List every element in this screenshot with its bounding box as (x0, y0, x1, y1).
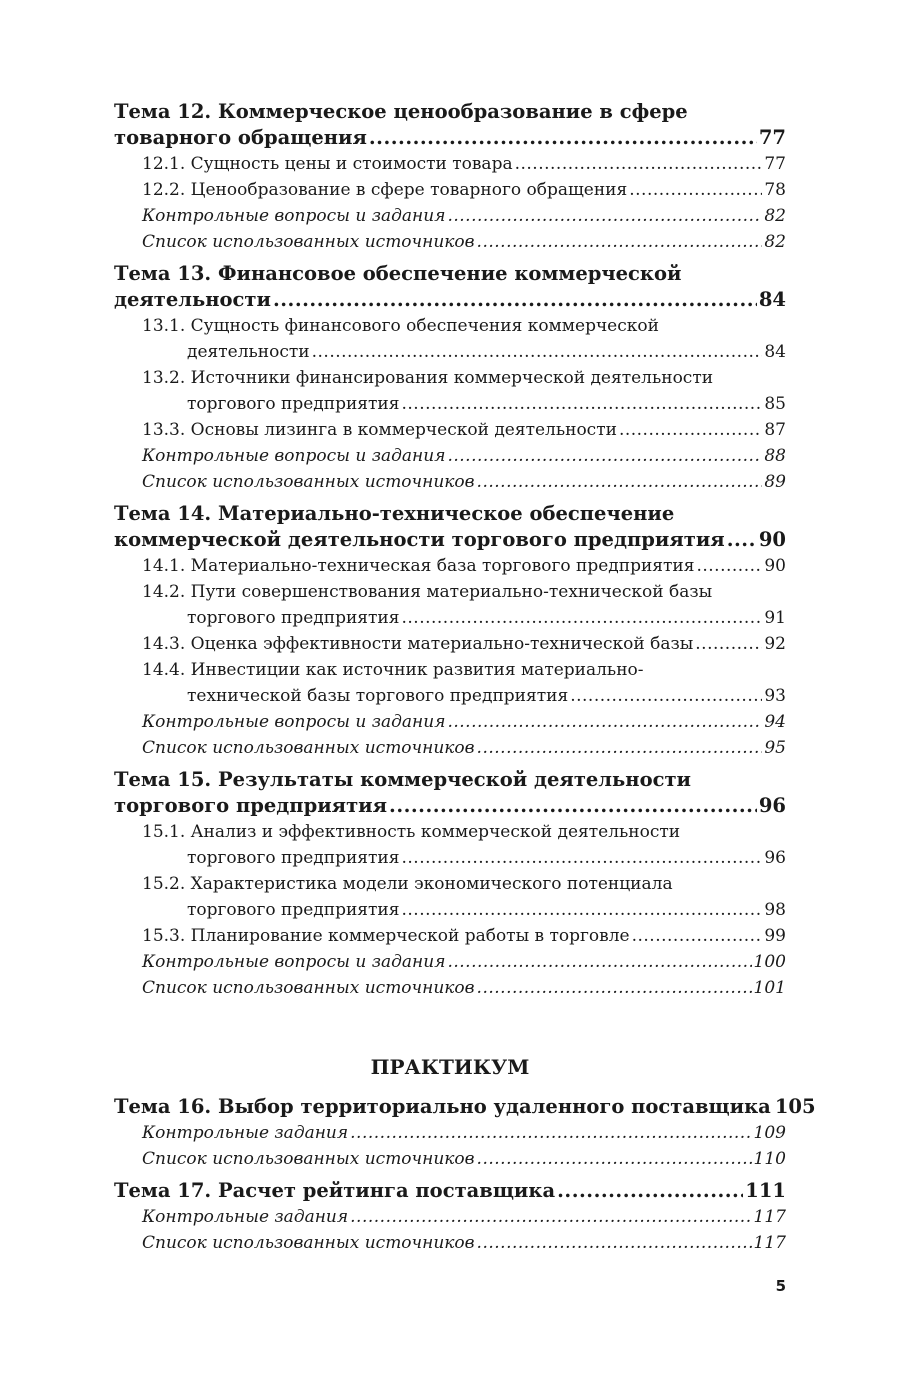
toc-topic-14 (114, 501, 786, 761)
dot-leader (447, 203, 762, 229)
toc-sources (114, 735, 786, 761)
toc-entry (114, 923, 786, 949)
toc-entry (114, 657, 786, 709)
entry-page: 77 (764, 154, 786, 174)
dot-leader (401, 897, 762, 923)
dot-leader (477, 469, 763, 495)
entry-page: 90 (764, 556, 786, 576)
entry-page: 117 (753, 1207, 786, 1227)
entry-text: Контрольные задания (142, 1123, 349, 1143)
dot-leader (477, 1146, 752, 1172)
dot-leader (401, 845, 762, 871)
dot-leader (515, 151, 763, 177)
topic-page: 84 (758, 288, 786, 311)
entry-page: 91 (764, 608, 786, 628)
dot-leader (312, 339, 763, 365)
entry-text: Список использованных источников (142, 1233, 475, 1253)
entry-page: 117 (753, 1233, 786, 1253)
practicum-heading: ПРАКТИКУМ (370, 1055, 530, 1079)
dot-leader (477, 735, 763, 761)
toc-questions (114, 443, 786, 469)
toc-topic-17 (114, 1178, 786, 1256)
toc-topic-12 (114, 99, 786, 255)
entry-text: Контрольные вопросы и задания (142, 712, 446, 732)
dot-leader (570, 683, 762, 709)
dot-leader (350, 1204, 751, 1230)
dot-leader (350, 1120, 751, 1146)
entry-page: 98 (764, 900, 786, 920)
entry-text-line1: 15.1. Анализ и эффективность коммерческой деятельности (142, 822, 681, 842)
dot-leader (557, 1178, 743, 1204)
toc-questions (114, 203, 786, 229)
entry-page: 78 (764, 180, 786, 200)
topic-title-line1: Тема 14. Материально-техническое обеспечение (114, 502, 675, 525)
toc-sources (114, 469, 786, 495)
toc-entry (114, 631, 786, 657)
entry-text: Контрольные вопросы и задания (142, 446, 446, 466)
entry-text: Контрольные вопросы и задания (142, 206, 446, 226)
toc-topic-15 (114, 767, 786, 1001)
dot-leader (727, 527, 757, 553)
page-number: 5 (775, 1277, 786, 1295)
entry-text: Список использованных источников (142, 978, 475, 998)
entry-page: 110 (753, 1149, 786, 1169)
topic-title-line2: товарного обращения (114, 126, 367, 149)
entry-page: 89 (764, 472, 786, 492)
entry-text: Контрольные задания (142, 1207, 349, 1227)
entry-text: 14.3. Оценка эффективности материально-технической базы (142, 634, 694, 654)
dot-leader (369, 125, 757, 151)
topic-page: 105 (774, 1095, 816, 1118)
topic-title-line2: коммерческой деятельности торгового предприятия (114, 528, 725, 551)
toc-entry (114, 365, 786, 417)
dot-leader (273, 287, 757, 313)
entry-page: 82 (764, 232, 786, 252)
entry-text-line2: торгового предприятия (187, 608, 400, 628)
entry-page: 96 (764, 848, 786, 868)
table-of-contents (114, 99, 786, 1001)
toc-questions (114, 709, 786, 735)
entry-text: 13.3. Основы лизинга в коммерческой деятельности (142, 420, 617, 440)
entry-text: 12.1. Сущность цены и стоимости товара (142, 154, 513, 174)
entry-page: 93 (764, 686, 786, 706)
toc-topic-13 (114, 261, 786, 495)
dot-leader (477, 1230, 752, 1256)
topic-title (114, 767, 786, 819)
dot-leader (696, 553, 762, 579)
entry-text-line1: 14.2. Пути совершенствования материально-технической базы (142, 582, 713, 602)
entry-text-line1: 15.2. Характеристика модели экономического потенциала (142, 874, 673, 894)
entry-text-line2: торгового предприятия (187, 394, 400, 414)
toc-entry (114, 313, 786, 365)
topic-title-text: Тема 17. Расчет рейтинга поставщика (114, 1179, 556, 1202)
entry-text-line1: 13.1. Сущность финансового обеспечения коммерческой (142, 316, 659, 336)
topic-page: 90 (758, 528, 786, 551)
entry-text: 14.1. Материально-техническая база торгового предприятия (142, 556, 695, 576)
toc-entry (114, 579, 786, 631)
entry-page: 92 (764, 634, 786, 654)
topic-page: 111 (745, 1179, 786, 1202)
entry-page: 84 (764, 342, 786, 362)
entry-page: 109 (753, 1123, 786, 1143)
topic-page: 96 (758, 794, 786, 817)
entry-text: Контрольные вопросы и задания (142, 952, 446, 972)
topic-title (114, 261, 786, 313)
entry-text-line2: торгового предприятия (187, 848, 400, 868)
dot-leader (629, 177, 762, 203)
topic-title (114, 1094, 816, 1120)
dot-leader (619, 417, 762, 443)
topic-title-line2: торгового предприятия (114, 794, 388, 817)
practicum-contents (114, 1094, 816, 1256)
toc-topic-16 (114, 1094, 816, 1172)
toc-tasks (114, 1204, 786, 1230)
toc-sources (114, 1146, 786, 1172)
toc-entry (114, 553, 786, 579)
entry-text-line2: торгового предприятия (187, 900, 400, 920)
dot-leader (401, 391, 762, 417)
toc-tasks (114, 1120, 786, 1146)
entry-text: Список использованных источников (142, 232, 475, 252)
entry-text: 15.3. Планирование коммерческой работы в торговле (142, 926, 630, 946)
dot-leader (447, 709, 762, 735)
entry-page: 85 (764, 394, 786, 414)
toc-sources (114, 1230, 786, 1256)
toc-entry (114, 417, 786, 443)
topic-title (114, 501, 786, 553)
entry-page: 94 (764, 712, 786, 732)
entry-page: 100 (753, 952, 786, 972)
toc-entry (114, 871, 786, 923)
dot-leader (632, 923, 763, 949)
dot-leader (401, 605, 762, 631)
topic-title-line1: Тема 12. Коммерческое ценообразование в сфере (114, 100, 688, 123)
toc-sources (114, 975, 786, 1001)
dot-leader (447, 949, 751, 975)
toc-entry (114, 177, 786, 203)
toc-questions (114, 949, 786, 975)
dot-leader (477, 229, 763, 255)
dot-leader (389, 793, 757, 819)
entry-text: 12.2. Ценообразование в сфере товарного обращения (142, 180, 628, 200)
topic-page: 77 (758, 126, 786, 149)
toc-entry (114, 151, 786, 177)
entry-page: 99 (764, 926, 786, 946)
topic-title-text: Тема 16. Выбор территориально удаленного поставщика (114, 1095, 771, 1118)
toc-sources (114, 229, 786, 255)
entry-page: 88 (764, 446, 786, 466)
entry-text: Список использованных источников (142, 738, 475, 758)
entry-page: 82 (764, 206, 786, 226)
topic-title-line1: Тема 13. Финансовое обеспечение коммерческой (114, 262, 682, 285)
dot-leader (477, 975, 752, 1001)
entry-text-line2: технической базы торгового предприятия (187, 686, 569, 706)
topic-title-line1: Тема 15. Результаты коммерческой деятельности (114, 768, 691, 791)
topic-title (114, 1178, 786, 1204)
entry-page: 101 (753, 978, 786, 998)
entry-text-line1: 14.4. Инвестиции как источник развития материально- (142, 660, 644, 680)
topic-title-line2: деятельности (114, 288, 271, 311)
entry-text-line1: 13.2. Источники финансирования коммерческой деятельности (142, 368, 714, 388)
dot-leader (447, 443, 762, 469)
entry-text: Список использованных источников (142, 472, 475, 492)
entry-page: 87 (764, 420, 786, 440)
entry-text: Список использованных источников (142, 1149, 475, 1169)
entry-page: 95 (764, 738, 786, 758)
entry-text-line2: деятельности (187, 342, 310, 362)
toc-entry (114, 819, 786, 871)
dot-leader (695, 631, 762, 657)
topic-title (114, 99, 786, 151)
